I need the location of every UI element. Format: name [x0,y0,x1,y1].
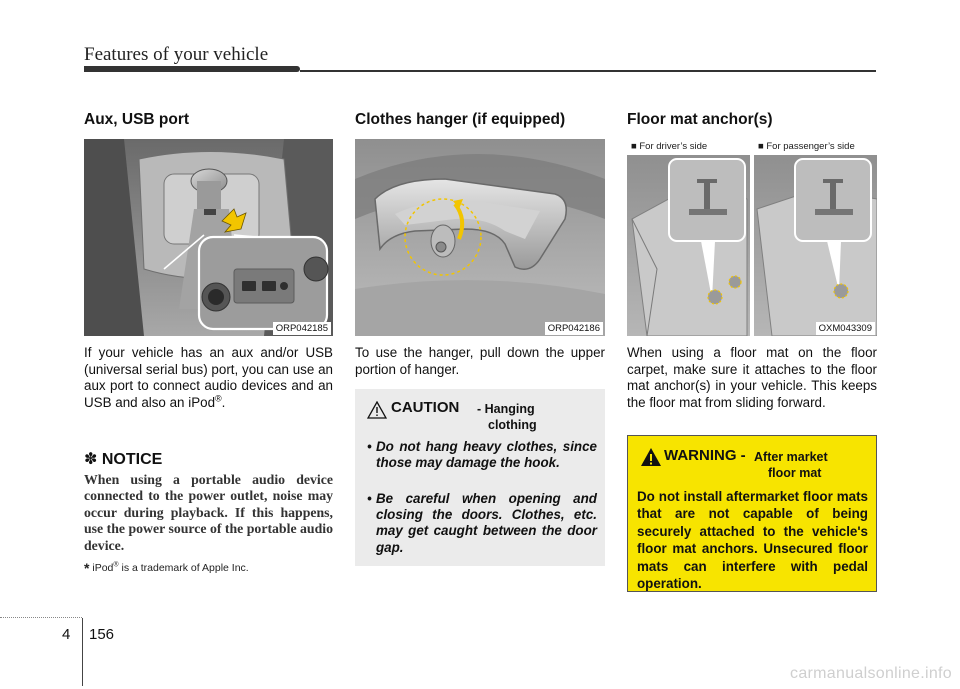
warning-box [627,435,877,592]
floor-mat-illustration [627,139,877,336]
aux-usb-body-registered: ® [215,393,222,404]
caution-box [355,389,605,566]
caution-subtitle-line2: clothing [488,418,537,432]
clothes-hanger-body: To use the hanger, pull down the upper portion of hanger. [355,345,605,377]
chapter-number: 4 [62,626,71,643]
header-rule-thick [84,66,300,72]
caution-triangle-icon [367,401,387,419]
floor-mat-photo-code: OXM043309 [816,322,875,335]
warning-text: Do not install aftermarket floor mats that are not capable of being securely attached to the vehicle's floor mat anchors. Unsecured floor mats can interfere with pedal operation. [637,489,868,592]
footer-vertical-rule [82,618,83,686]
warning-triangle-icon [640,447,662,467]
warning-label: WARNING - [664,447,746,464]
aux-usb-body [84,345,333,411]
floor-mat-photo [627,139,877,336]
footnote-text: is a trademark of Apple Inc. [118,562,249,574]
caution-item: • Do not hang heavy clothes, since those may damage the hook. [367,439,597,471]
aux-usb-body-text: If your vehicle has an aux and/or USB (universal serial bus) port, you can use an aux port to connect audio devices and an USB and also an iPod [84,345,333,410]
warning-subtitle-line1: After market [754,450,828,464]
aux-usb-photo-code: ORP042185 [273,322,331,335]
clothes-hanger-illustration [355,139,605,336]
notice-title: ✽ NOTICE [84,451,163,468]
watermark-text: carmanualsonline.info [790,665,952,682]
notice-text: When using a portable audio device connected to the power outlet, noise may occur during playback. If this happens, use the power source of the portable audio device. [84,472,333,553]
clothes-hanger-photo [355,139,605,336]
footer-dotted-rule [0,617,82,618]
aux-usb-body-end: . [221,394,226,410]
floor-mat-driver-label: ■ For driver’s side [631,141,708,152]
aux-usb-photo [84,139,333,336]
aux-usb-illustration [84,139,333,336]
floor-mat-body: When using a floor mat on the floor carpet, make sure it attaches to the floor mat anchor(s) in your vehicle. This keeps the floor mat from sliding forward. [627,345,877,410]
ipod-trademark-footnote [84,560,249,576]
caution-item-text: Do not hang heavy clothes, since those may damage the hook. [376,439,597,471]
footnote-ipod: iPod [92,562,114,574]
caution-item: • Be careful when opening and closing the doors. Clothes, etc. may get caught between the door gap. [367,491,597,555]
running-header-title: Features of your vehicle [84,44,269,65]
warning-subtitle-line2: floor mat [768,466,822,480]
caution-label: CAUTION [391,399,460,416]
floor-mat-section-title: Floor mat anchor(s) [627,111,773,128]
footnote-registered: ® [113,561,119,569]
footnote-star: * [84,560,90,576]
floor-mat-passenger-label: ■ For passenger’s side [758,141,855,152]
caution-subtitle-line1: - Hanging [477,402,535,416]
page-number: 156 [89,626,115,643]
clothes-hanger-photo-code: ORP042186 [545,322,603,335]
aux-usb-section-title: Aux, USB port [84,111,190,128]
header-rule-thin [300,70,876,72]
clothes-hanger-section-title: Clothes hanger (if equipped) [355,111,566,128]
caution-item-text: Be careful when opening and closing the doors. Clothes, etc. may get caught between the door gap. [376,491,597,555]
